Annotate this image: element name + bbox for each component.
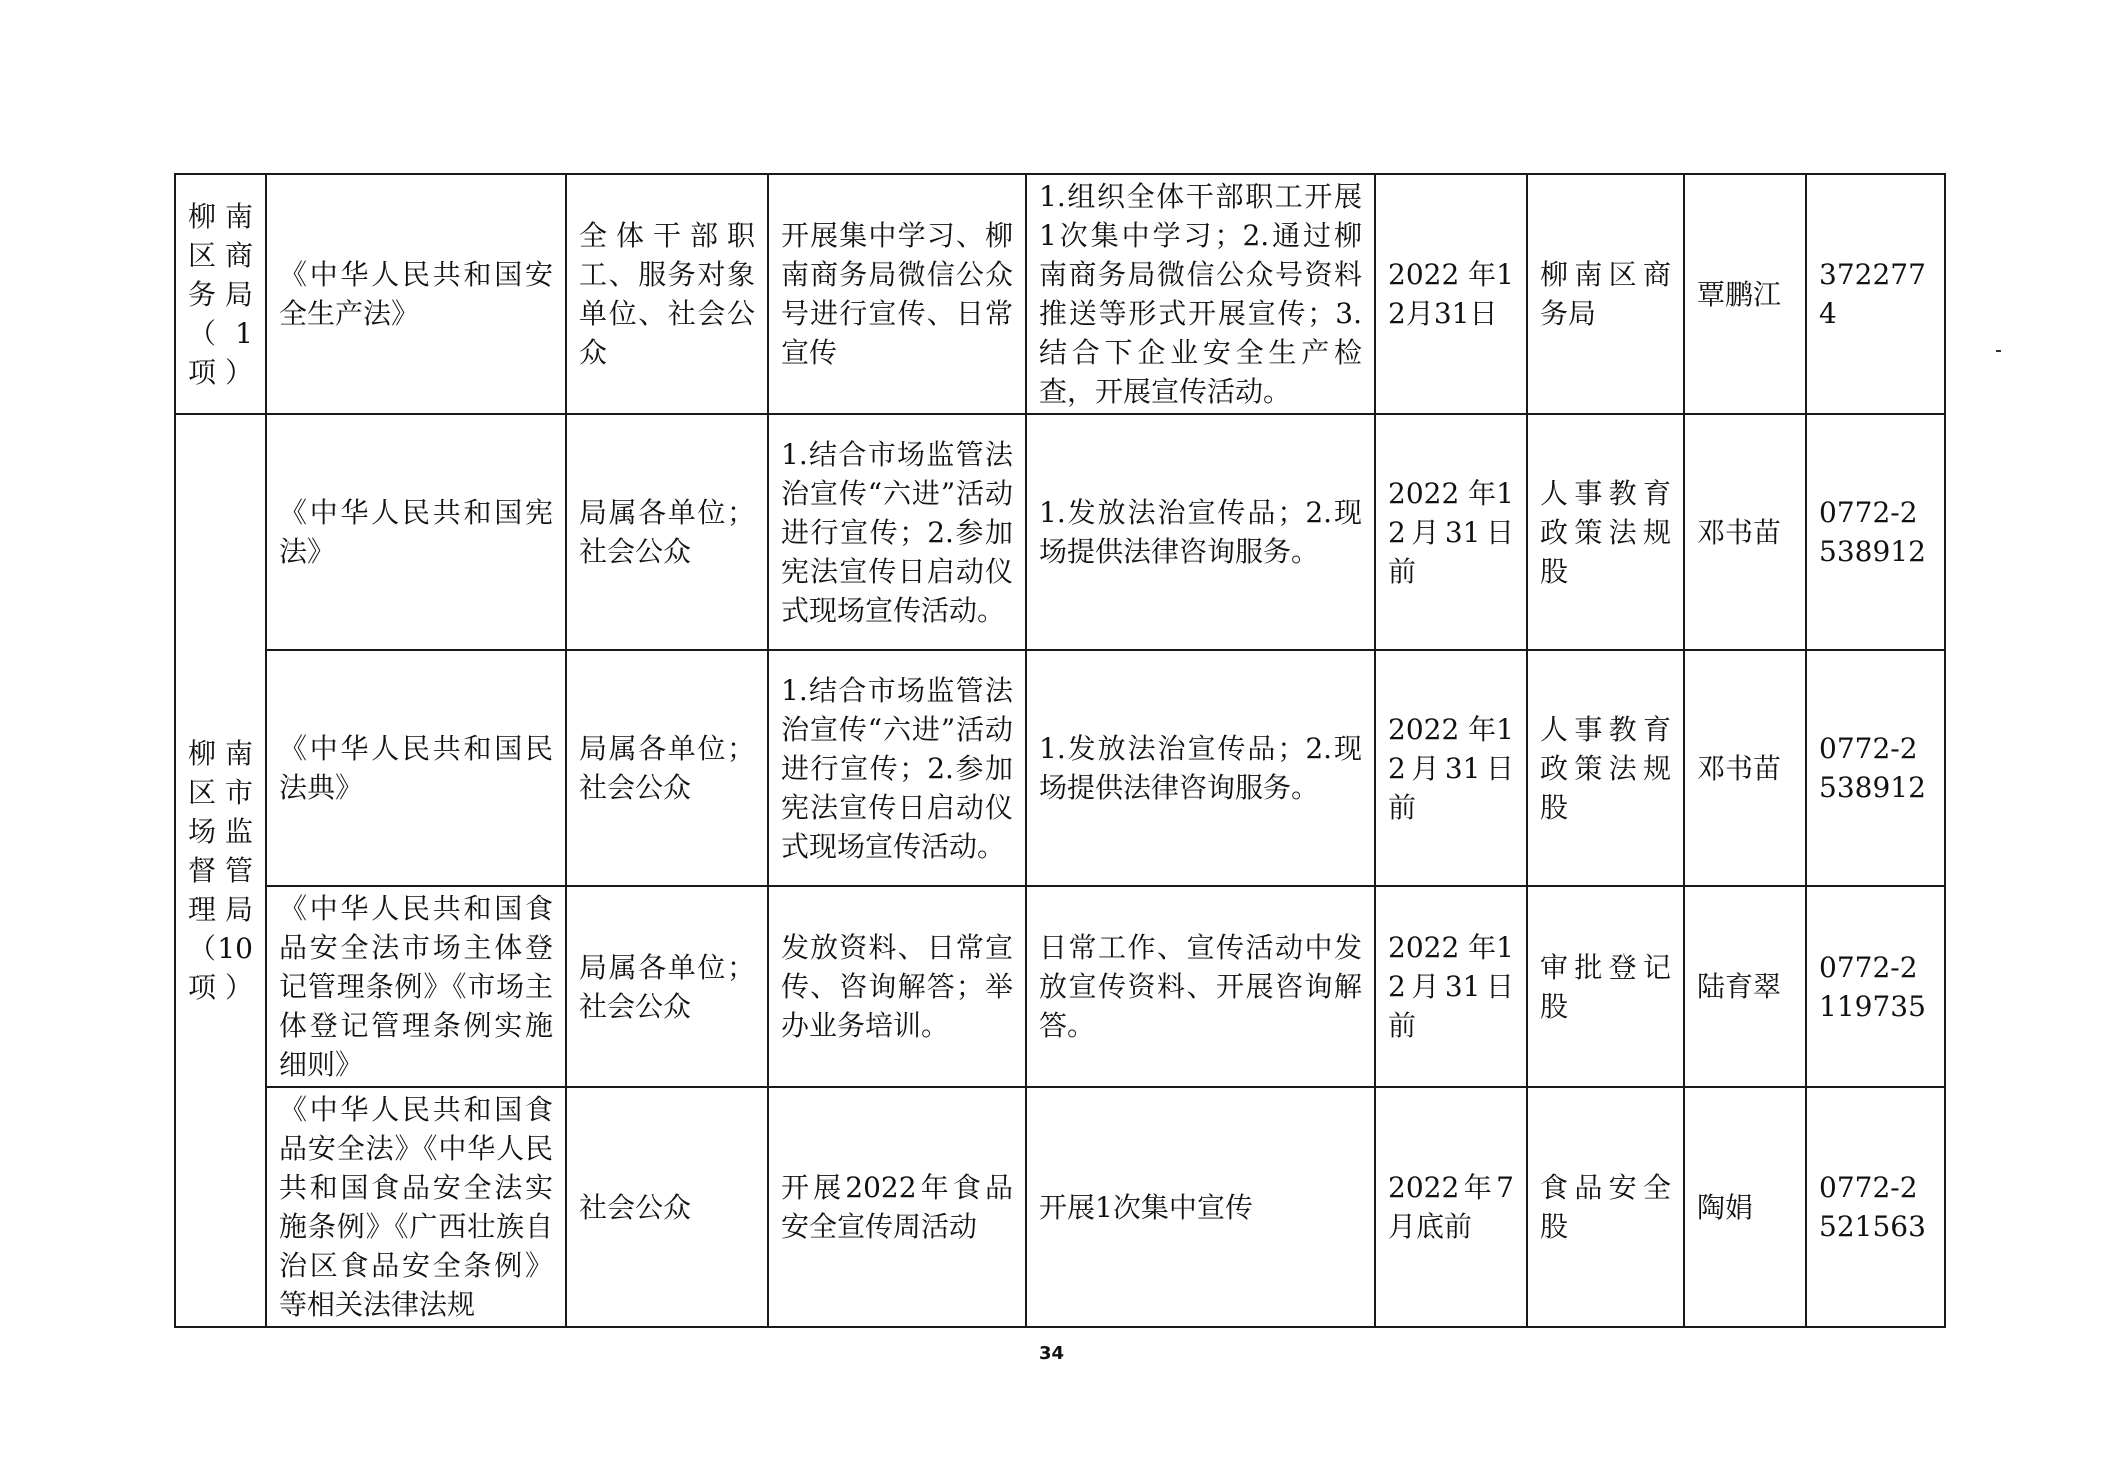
measures-cell: 1.组织全体干部职工开展1次集中学习；2.通过柳南商务局微信公众号资料推送等形式开展宣传；3.结合下企业安全生产检查，开展宣传活动。 xyxy=(1026,174,1375,414)
contact-cell: 邓书苗 xyxy=(1684,650,1806,886)
unit-cell: 审批登记股 xyxy=(1527,886,1684,1087)
deadline-cell: 2022 年12月31日前 xyxy=(1375,414,1527,650)
contact-cell: 邓书苗 xyxy=(1684,414,1806,650)
law-cell: 《中华人民共和国食品安全法市场主体登记管理条例》《市场主体登记管理条例实施细则》 xyxy=(266,886,566,1087)
department-cell: 柳南区市场监督管理局（10项） xyxy=(175,414,266,1327)
measures-cell: 1.发放法治宣传品；2.现场提供法律咨询服务。 xyxy=(1026,414,1375,650)
audience-cell: 局属各单位；社会公众 xyxy=(566,650,768,886)
phone-cell: 0772-2538912 xyxy=(1806,414,1945,650)
law-cell: 《中华人民共和国宪法》 xyxy=(266,414,566,650)
audience-cell: 局属各单位；社会公众 xyxy=(566,886,768,1087)
measures-cell: 1.发放法治宣传品；2.现场提供法律咨询服务。 xyxy=(1026,650,1375,886)
unit-cell: 柳南区商务局 xyxy=(1527,174,1684,414)
table-row xyxy=(175,886,1945,1087)
unit-cell: 食品安全股 xyxy=(1527,1087,1684,1327)
phone-cell: 0772-2538912 xyxy=(1806,650,1945,886)
contact-cell: 覃鹏江 xyxy=(1684,174,1806,414)
department-cell: 柳南区商务局（1项） xyxy=(175,174,266,414)
audience-cell: 局属各单位；社会公众 xyxy=(566,414,768,650)
publicity-plan-table xyxy=(174,173,1946,1328)
form-cell: 开展集中学习、柳南商务局微信公众号进行宣传、日常宣传 xyxy=(768,174,1026,414)
unit-cell: 人事教育政策法规股 xyxy=(1527,650,1684,886)
deadline-cell: 2022 年12月31日前 xyxy=(1375,886,1527,1087)
phone-cell: 3722774 xyxy=(1806,174,1945,414)
measures-cell: 日常工作、宣传活动中发放宣传资料、开展咨询解答。 xyxy=(1026,886,1375,1087)
deadline-cell: 2022 年12月31日 xyxy=(1375,174,1527,414)
form-cell: 1.结合市场监管法治宣传“六进”活动进行宣传；2.参加宪法宣传日启动仪式现场宣传活动。 xyxy=(768,650,1026,886)
deadline-cell: 2022年7月底前 xyxy=(1375,1087,1527,1327)
law-cell: 《中华人民共和国食品安全法》《中华人民共和国食品安全法实施条例》《广西壮族自治区食品安全条例》等相关法律法规 xyxy=(266,1087,566,1327)
table-row xyxy=(175,650,1945,886)
deadline-cell: 2022 年12月31日前 xyxy=(1375,650,1527,886)
table-row xyxy=(175,1087,1945,1327)
audience-cell: 全体干部职工、服务对象单位、社会公众 xyxy=(566,174,768,414)
measures-cell: 开展1次集中宣传 xyxy=(1026,1087,1375,1327)
law-cell: 《中华人民共和国安全生产法》 xyxy=(266,174,566,414)
form-cell: 1.结合市场监管法治宣传“六进”活动进行宣传；2.参加宪法宣传日启动仪式现场宣传活动。 xyxy=(768,414,1026,650)
table-row xyxy=(175,414,1945,650)
form-cell: 开展2022年食品安全宣传周活动 xyxy=(768,1087,1026,1327)
audience-cell: 社会公众 xyxy=(566,1087,768,1327)
law-cell: 《中华人民共和国民法典》 xyxy=(266,650,566,886)
scan-speck xyxy=(1996,350,2001,352)
contact-cell: 陆育翠 xyxy=(1684,886,1806,1087)
unit-cell: 人事教育政策法规股 xyxy=(1527,414,1684,650)
contact-cell: 陶娟 xyxy=(1684,1087,1806,1327)
phone-cell: 0772-2521563 xyxy=(1806,1087,1945,1327)
phone-cell: 0772-2119735 xyxy=(1806,886,1945,1087)
table-row xyxy=(175,174,1945,414)
form-cell: 发放资料、日常宣传、咨询解答；举办业务培训。 xyxy=(768,886,1026,1087)
page-number: 34 xyxy=(1038,1343,1065,1364)
